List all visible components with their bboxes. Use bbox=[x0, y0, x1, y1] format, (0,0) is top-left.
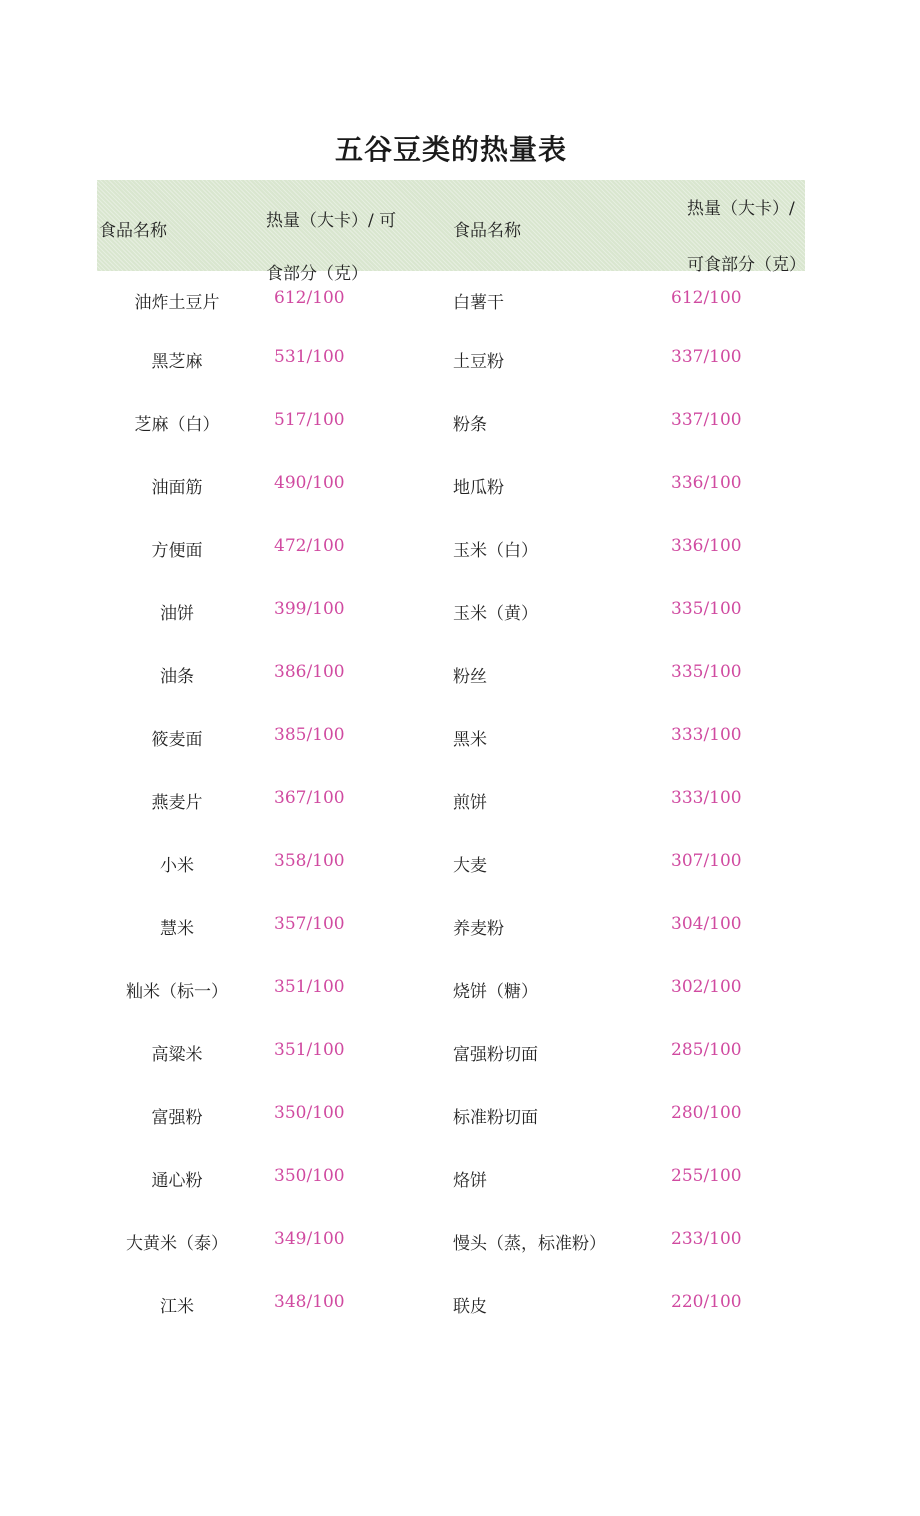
table-row bbox=[0, 1292, 902, 1322]
header-calories-1-line2: 食部分（克） bbox=[266, 264, 368, 284]
calorie-cell: 336/100 bbox=[671, 473, 742, 493]
calorie-cell: 337/100 bbox=[671, 347, 742, 367]
food-name-cell: 标准粉切面 bbox=[453, 1108, 538, 1128]
calorie-cell: 280/100 bbox=[671, 1103, 742, 1123]
calorie-cell: 302/100 bbox=[671, 977, 742, 997]
calorie-cell: 357/100 bbox=[274, 914, 345, 934]
calorie-cell: 348/100 bbox=[274, 1292, 345, 1312]
food-name-cell: 玉米（白） bbox=[453, 541, 538, 561]
calorie-cell: 517/100 bbox=[274, 410, 345, 430]
calorie-cell: 351/100 bbox=[274, 977, 345, 997]
food-name-cell: 江米 bbox=[160, 1297, 194, 1317]
food-name-cell: 烧饼（糖） bbox=[453, 982, 538, 1002]
food-name-cell: 方便面 bbox=[151, 541, 203, 561]
header-calories-2-line2: 可食部分（克） bbox=[687, 255, 806, 275]
calorie-cell: 367/100 bbox=[274, 788, 345, 808]
food-name-cell: 燕麦片 bbox=[151, 793, 203, 813]
table-row bbox=[0, 914, 902, 944]
calorie-cell: 285/100 bbox=[671, 1040, 742, 1060]
calorie-cell: 335/100 bbox=[671, 662, 742, 682]
food-name-cell: 筱麦面 bbox=[151, 730, 203, 750]
food-name-cell: 煎饼 bbox=[453, 793, 487, 813]
calorie-cell: 333/100 bbox=[671, 788, 742, 808]
food-name-cell: 富强粉 bbox=[151, 1108, 203, 1128]
food-name-cell: 烙饼 bbox=[453, 1171, 487, 1191]
calorie-cell: 336/100 bbox=[671, 536, 742, 556]
table-row bbox=[0, 1166, 902, 1196]
calorie-cell: 220/100 bbox=[671, 1292, 742, 1312]
calorie-cell: 333/100 bbox=[671, 725, 742, 745]
food-name-cell: 油面筋 bbox=[151, 478, 203, 498]
table-header bbox=[97, 180, 806, 284]
table-row bbox=[0, 788, 902, 818]
table-row bbox=[0, 1229, 902, 1259]
calorie-cell: 386/100 bbox=[274, 662, 345, 682]
food-name-cell: 油炸土豆片 bbox=[134, 293, 220, 313]
table-row bbox=[0, 1040, 902, 1070]
food-name-cell: 富强粉切面 bbox=[453, 1045, 538, 1065]
table-row bbox=[0, 851, 902, 881]
header-food-name-2: 食品名称 bbox=[453, 221, 521, 241]
table-row bbox=[0, 725, 902, 755]
food-name-cell: 芝麻（白） bbox=[134, 415, 220, 435]
table-row bbox=[0, 977, 902, 1007]
header-calories-2-line1: 热量（大卡）/ bbox=[687, 199, 795, 219]
food-name-cell: 油条 bbox=[160, 667, 194, 687]
calorie-cell: 233/100 bbox=[671, 1229, 742, 1249]
calorie-cell: 304/100 bbox=[671, 914, 742, 934]
table-row bbox=[0, 410, 902, 440]
table-row bbox=[0, 536, 902, 566]
food-name-cell: 大黄米（泰） bbox=[126, 1234, 228, 1254]
food-name-cell: 土豆粉 bbox=[453, 352, 504, 372]
food-name-cell: 玉米（黄） bbox=[453, 604, 538, 624]
food-name-cell: 籼米（标一） bbox=[126, 982, 228, 1002]
table-row bbox=[0, 347, 902, 377]
header-calories-1-line1: 热量（大卡）/ 可 bbox=[266, 211, 397, 231]
food-name-cell: 白薯干 bbox=[453, 293, 504, 313]
table-row bbox=[0, 288, 902, 318]
calorie-cell: 399/100 bbox=[274, 599, 345, 619]
food-name-cell: 黑米 bbox=[453, 730, 487, 750]
food-name-cell: 粉条 bbox=[453, 415, 487, 435]
food-name-cell: 通心粉 bbox=[151, 1171, 203, 1191]
calorie-cell: 531/100 bbox=[274, 347, 345, 367]
food-name-cell: 黑芝麻 bbox=[151, 352, 203, 372]
food-name-cell: 粉丝 bbox=[453, 667, 487, 687]
calorie-cell: 350/100 bbox=[274, 1166, 345, 1186]
calorie-cell: 255/100 bbox=[671, 1166, 742, 1186]
calorie-cell: 351/100 bbox=[274, 1040, 345, 1060]
calorie-cell: 612/100 bbox=[274, 288, 345, 308]
food-name-cell: 高粱米 bbox=[151, 1045, 203, 1065]
table-row bbox=[0, 662, 902, 692]
calorie-cell: 337/100 bbox=[671, 410, 742, 430]
calorie-cell: 335/100 bbox=[671, 599, 742, 619]
header-food-name-1: 食品名称 bbox=[99, 221, 167, 241]
calorie-cell: 472/100 bbox=[274, 536, 345, 556]
food-name-cell: 地瓜粉 bbox=[453, 478, 504, 498]
food-name-cell: 小米 bbox=[160, 856, 194, 876]
calorie-cell: 612/100 bbox=[671, 288, 742, 308]
table-row bbox=[0, 599, 902, 629]
calorie-cell: 350/100 bbox=[274, 1103, 345, 1123]
calorie-cell: 358/100 bbox=[274, 851, 345, 871]
calorie-cell: 385/100 bbox=[274, 725, 345, 745]
food-name-cell: 油饼 bbox=[160, 604, 194, 624]
food-name-cell: 慧米 bbox=[160, 919, 194, 939]
calorie-cell: 490/100 bbox=[274, 473, 345, 493]
calorie-cell: 349/100 bbox=[274, 1229, 345, 1249]
food-name-cell: 大麦 bbox=[453, 856, 487, 876]
food-name-cell: 联皮 bbox=[453, 1297, 487, 1317]
food-name-cell: 养麦粉 bbox=[453, 919, 504, 939]
calorie-cell: 307/100 bbox=[671, 851, 742, 871]
food-name-cell: 慢头（蒸，标准粉） bbox=[453, 1234, 606, 1254]
table-row bbox=[0, 1103, 902, 1133]
page-title: 五谷豆类的热量表 bbox=[334, 133, 567, 166]
table-row bbox=[0, 473, 902, 503]
